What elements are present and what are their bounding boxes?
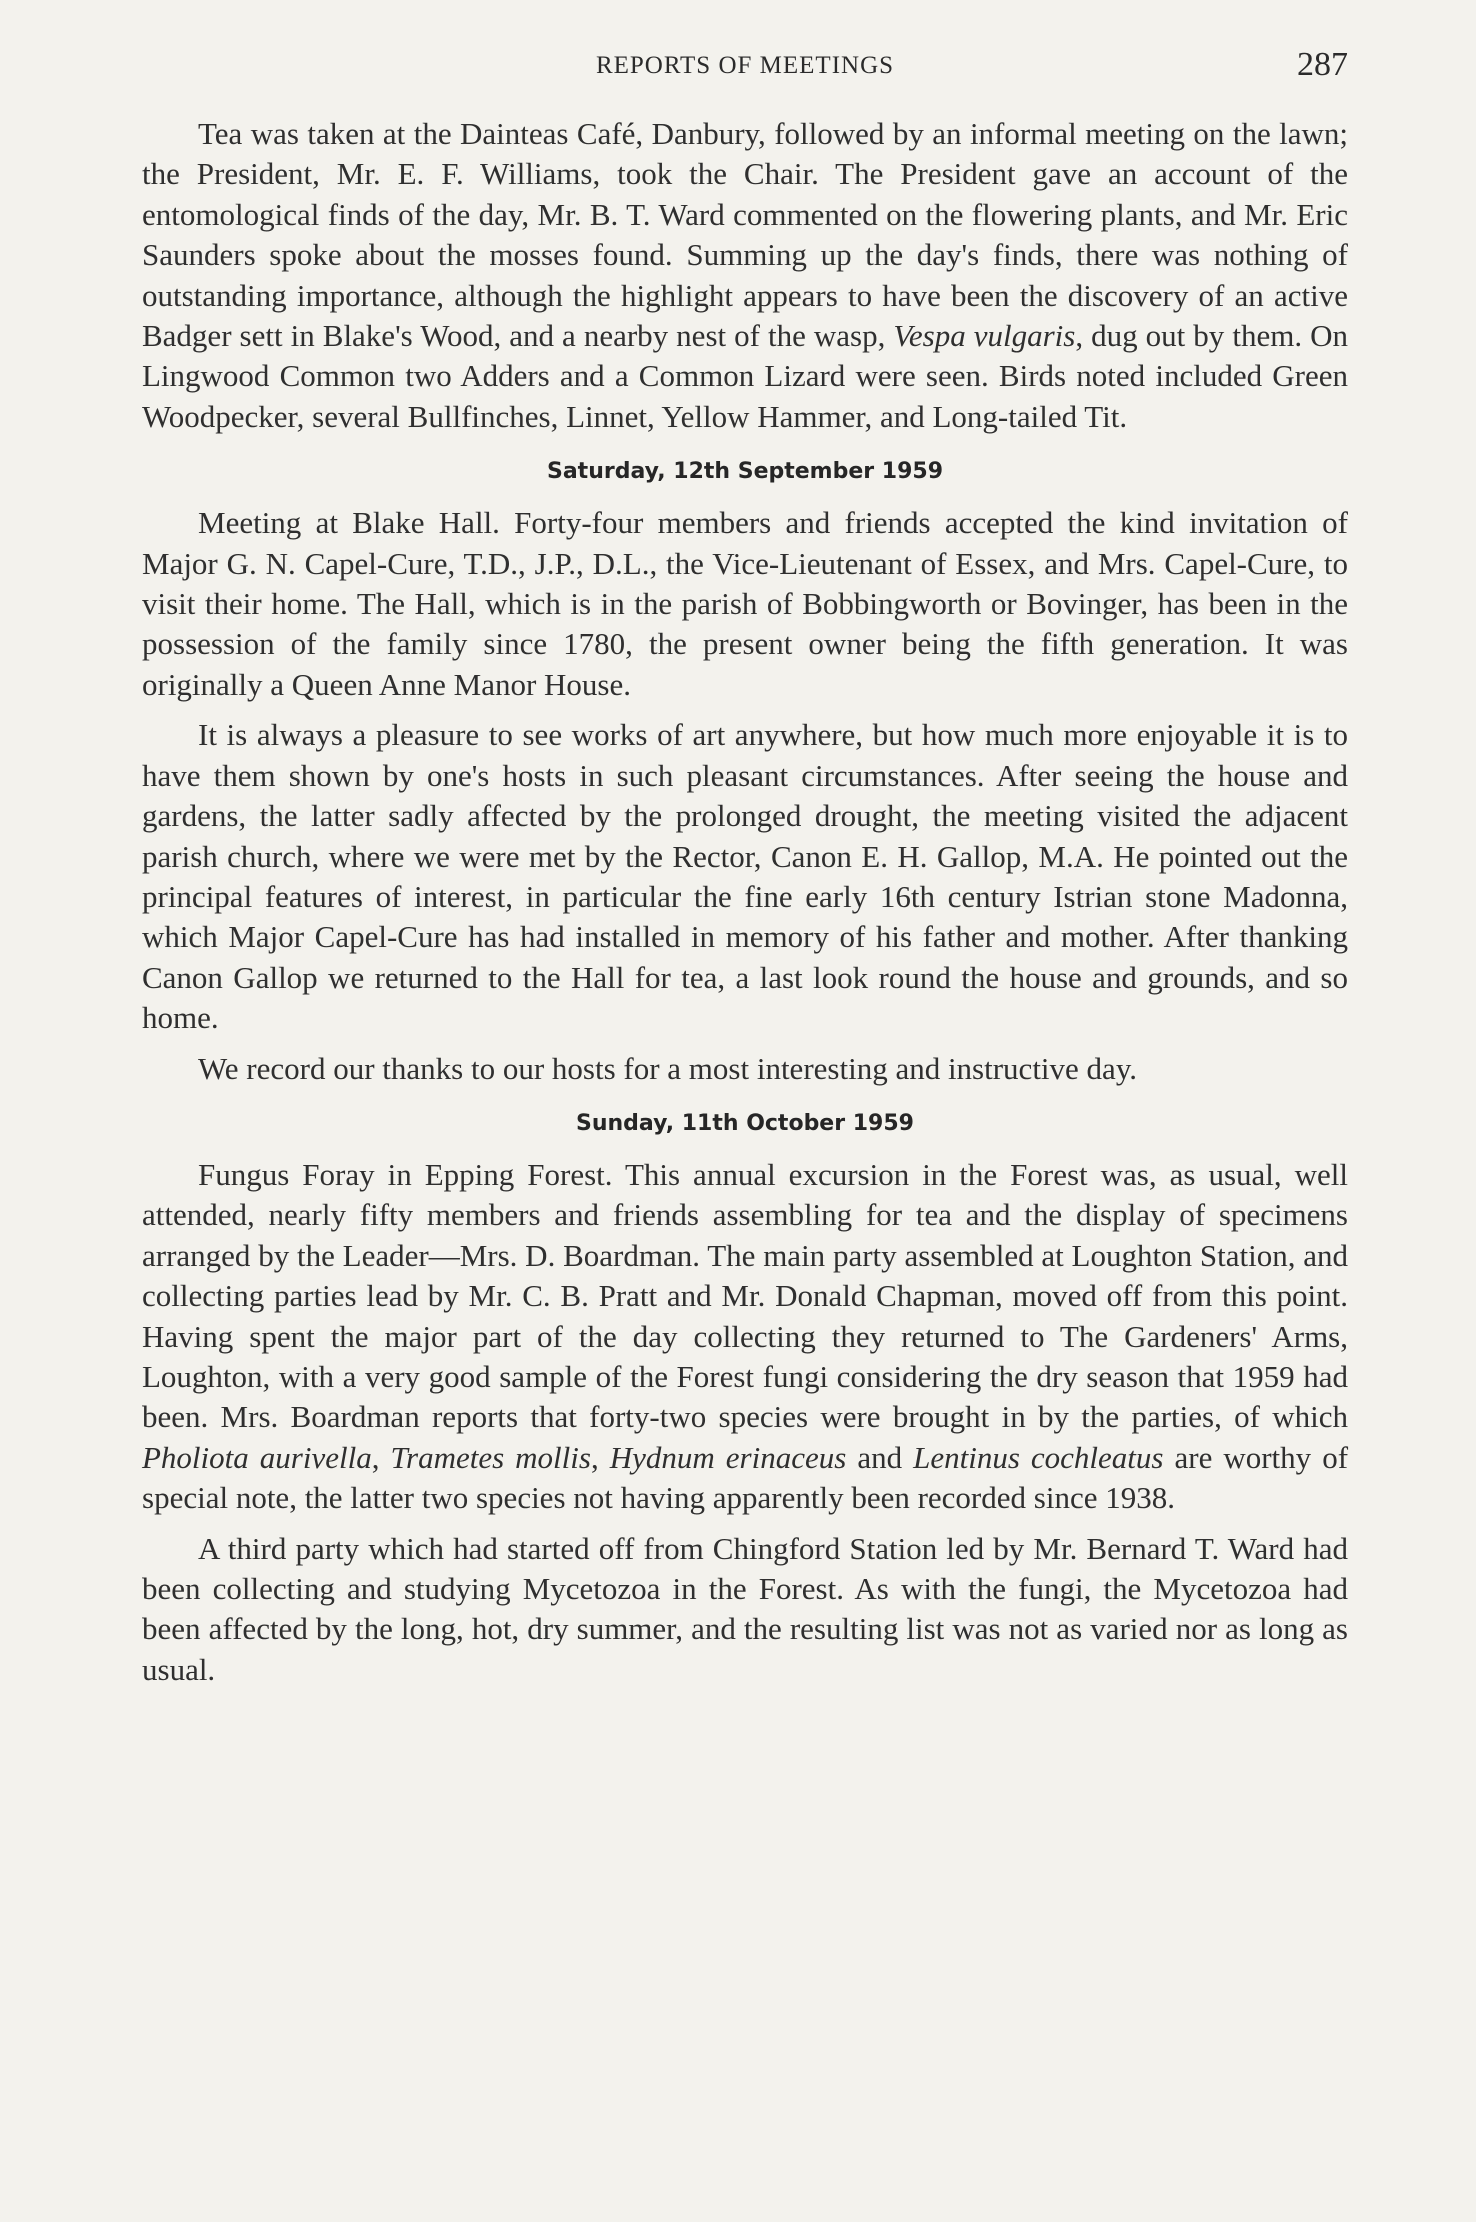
- species-name: Pholiota aurivella: [142, 1439, 372, 1475]
- species-name: Trametes mollis: [390, 1439, 591, 1475]
- running-title: REPORTS OF MEETINGS: [595, 52, 895, 79]
- paragraph-mycetozoa: A third party which had started off from Chingford Station led by Mr. Bernard T. Ward had been collecting and studying Mycetozoa in the Forest. As with the fungi, the Mycetozoa had been affected by the long, hot, dry summer, and the resulting list was not as varied nor as long as usual.: [142, 1530, 1348, 1687]
- species-name: Lentinus cochleatus: [913, 1439, 1164, 1475]
- page-number: 287: [1297, 46, 1348, 83]
- paragraph-blake-hall-meeting: Meeting at Blake Hall. Forty-four members and friends accepted the kind invitation of Major G. N. Capel-Cure, T.D., J.P., D.L., the Vice-Lieutenant of Essex, and Mrs. Capel-Cure, to visit their home. The Hall, which is in the parish of Bobbingworth or Bovinger, has been in the possession of the family since 1780, the present owner being the fifth generation. It was originally a Queen Anne Manor House.: [142, 505, 1348, 702]
- species-name: Hydnum erinaceus: [609, 1439, 847, 1475]
- paragraph-blake-hall-visit: It is always a pleasure to see works of art anywhere, but how much more enjoyable it is to have them shown by one's hosts in such pleasant circumstances. After seeing the house and gardens, the latter sadly affected by the prolonged drought, the meeting visited the adjacent parish church, where we were met by the Rector, Canon E. H. Gallop, M.A. He pointed out the principal features of interest, in particular the fine early 16th century Istrian stone Madonna, which Major Capel-Cure has had installed in memory of his father and mother. After thanking Canon Gallop we returned to the Hall for tea, a last look round the house and grounds, and so home.: [142, 717, 1348, 1036]
- separator-text: and: [846, 1439, 914, 1475]
- paragraph-text: Fungus Foray in Epping Forest. This annual excursion in the Forest was, as usual, well attended, nearly fifty members and friends assembling for tea and the display of specimens arranged by the Leader—Mrs. D. Boardman. The main party assembled at Loughton Station, and collecting parties lead by Mr. C. B. Pratt and Mr. Donald Chapman, moved off from this point. Having spent the major part of the day collecting they returned to The Gardeners' Arms, Loughton, with a very good sample of the Forest fungi considering the dry season that 1959 had been. Mrs. Boardman reports that forty-two species were brought in by the parties, of which: [142, 1156, 1348, 1435]
- species-name: Vespa vulgaris: [893, 318, 1076, 354]
- section-heading-blake-hall: Saturday, 12th September 1959: [546, 459, 944, 485]
- paragraph-fungus-foray: [142, 1155, 1348, 1519]
- section-heading-fungus-foray: Sunday, 11th October 1959: [576, 1110, 914, 1136]
- separator-text: ,: [371, 1439, 391, 1475]
- paragraph-text: , dug out by them. On Lingwood Common two Adders and a Common Lizard were seen. Birds noted included Green Woodpecker, several Bullfinches, Linnet, Yellow Hammer, and Long-tailed Tit.: [142, 318, 1348, 434]
- paragraph-blake-hall-thanks: We record our thanks to our hosts for a most interesting and instructive day.: [198, 1050, 1138, 1086]
- document-body: [142, 114, 1348, 1700]
- paragraph-danbury-tea: [142, 114, 1348, 437]
- separator-text: ,: [590, 1439, 610, 1475]
- paragraph-text: Tea was taken at the Dainteas Café, Danbury, followed by an informal meeting on the lawn; the President, Mr. E. F. Williams, took the Chair. The President gave an account of the entomological finds of the day, Mr. B. T. Ward commented on the flowering plants, and Mr. Eric Saunders spoke about the mosses found. Summing up the day's finds, there was nothing of outstanding importance, although the highlight appears to have been the discovery of an active Badger sett in Blake's Wood, and a nearby nest of the wasp,: [142, 116, 1348, 354]
- paragraph-text: are worthy of special note, the latter two species not having apparently been recorded since 1938.: [142, 1439, 1349, 1516]
- running-head: [142, 48, 1348, 92]
